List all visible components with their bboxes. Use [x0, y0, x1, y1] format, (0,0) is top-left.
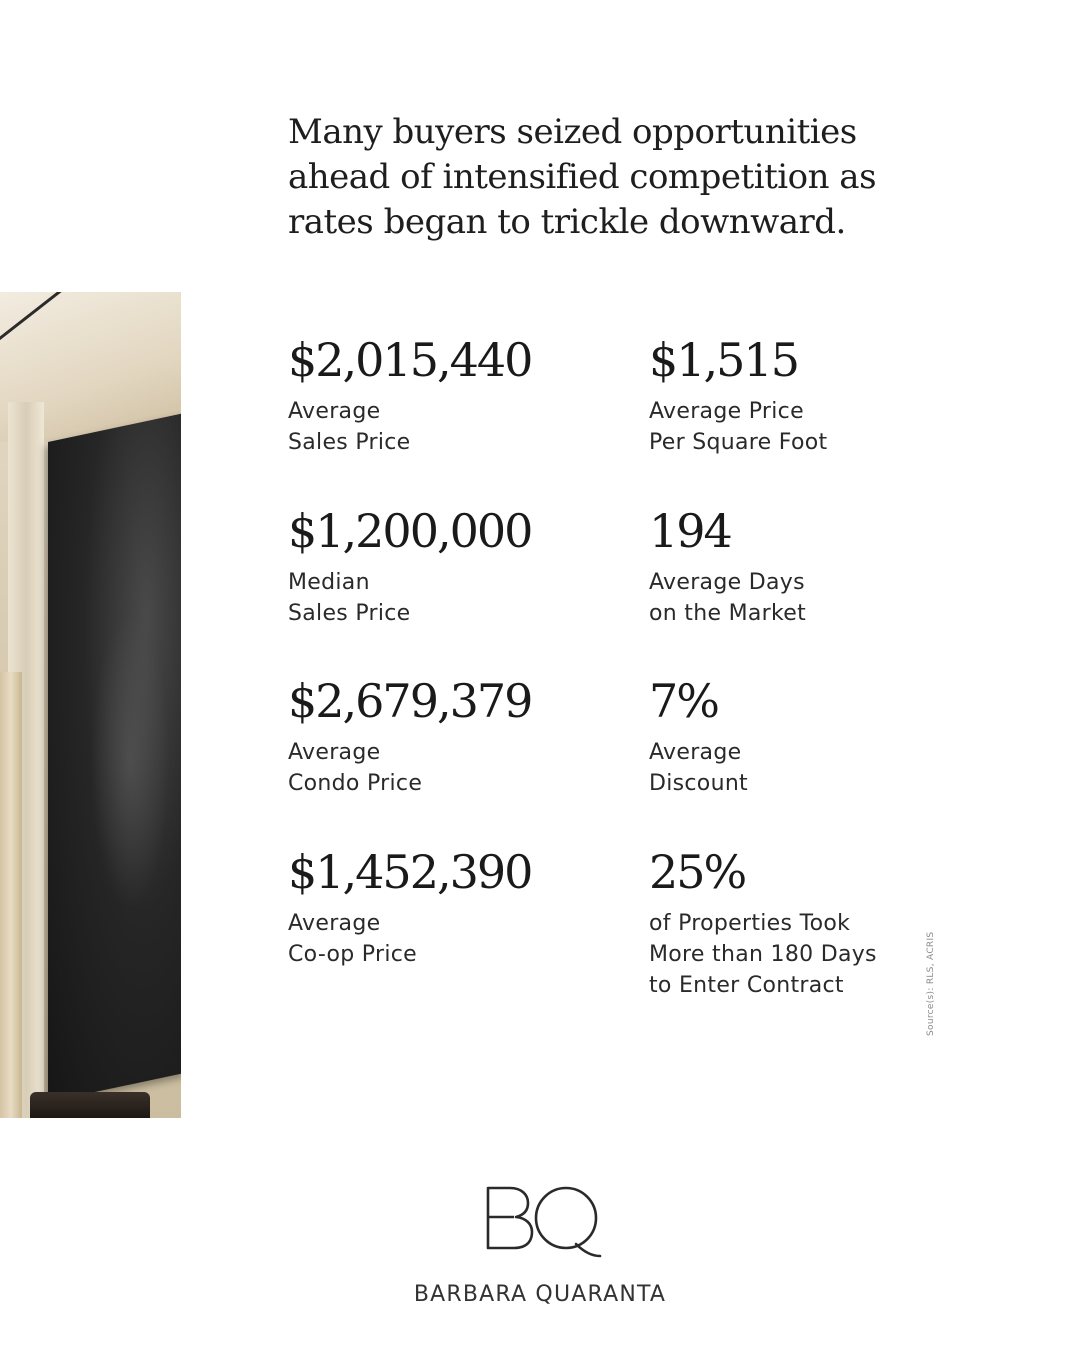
stat-label-line: Median	[288, 570, 370, 595]
stat-label-line: Average Days	[649, 570, 805, 595]
stat-label-line: Sales Price	[288, 601, 411, 626]
stat-average-days-on-market	[649, 505, 969, 629]
stat-label	[288, 396, 608, 458]
stat-label-line: to Enter Contract	[649, 973, 844, 998]
stat-value: $1,515	[649, 333, 798, 387]
headline	[288, 110, 928, 245]
stat-value: 25%	[649, 845, 746, 899]
stat-average-discount	[649, 675, 969, 799]
stat-label-line: on the Market	[649, 601, 807, 626]
source-note: Source(s): RLS, ACRIS	[926, 931, 936, 1036]
stat-label-line: Average	[288, 399, 381, 424]
stat-label-line: Average	[288, 911, 381, 936]
stat-label	[288, 567, 608, 629]
stat-label	[288, 737, 608, 799]
bq-logo-icon	[484, 1184, 604, 1264]
stat-average-price-per-sqft	[649, 334, 969, 458]
brand-name: BARBARA QUARANTA	[413, 1282, 667, 1307]
stat-label	[649, 908, 969, 1001]
headline-line: Many buyers seized opportunities	[288, 112, 857, 152]
stat-label	[649, 737, 969, 799]
stat-label-line: Average	[288, 740, 381, 765]
stat-label-line: of Properties Took	[649, 911, 851, 936]
stat-label-line: Average	[649, 740, 742, 765]
stat-value: 194	[649, 504, 731, 558]
stat-label-line: Per Square Foot	[649, 430, 828, 455]
painting-sheen	[90, 612, 170, 912]
chair	[30, 1092, 150, 1118]
stat-label-line: More than 180 Days	[649, 942, 877, 967]
stat-average-coop-price	[288, 846, 608, 970]
stat-label-line: Discount	[649, 771, 748, 796]
stat-value: 7%	[649, 674, 718, 728]
stat-label	[649, 396, 969, 458]
stat-value: $2,015,440	[288, 333, 532, 387]
stat-value: $2,679,379	[288, 674, 532, 728]
stat-properties-over-180-days	[649, 846, 969, 1001]
stat-value: $1,452,390	[288, 845, 532, 899]
column	[0, 672, 22, 1118]
stat-label	[288, 908, 608, 970]
headline-line: ahead of intensified competition as	[288, 157, 877, 197]
stat-value: $1,200,000	[288, 504, 532, 558]
interior-photo	[0, 292, 181, 1118]
stat-average-condo-price	[288, 675, 608, 799]
headline-line: rates began to trickle downward.	[288, 202, 846, 242]
stat-label-line: Condo Price	[288, 771, 423, 796]
stat-label-line: Sales Price	[288, 430, 411, 455]
stat-label-line: Average Price	[649, 399, 804, 424]
stat-label	[649, 567, 969, 629]
stat-median-sales-price	[288, 505, 608, 629]
stat-average-sales-price	[288, 334, 608, 458]
stat-label-line: Co-op Price	[288, 942, 417, 967]
